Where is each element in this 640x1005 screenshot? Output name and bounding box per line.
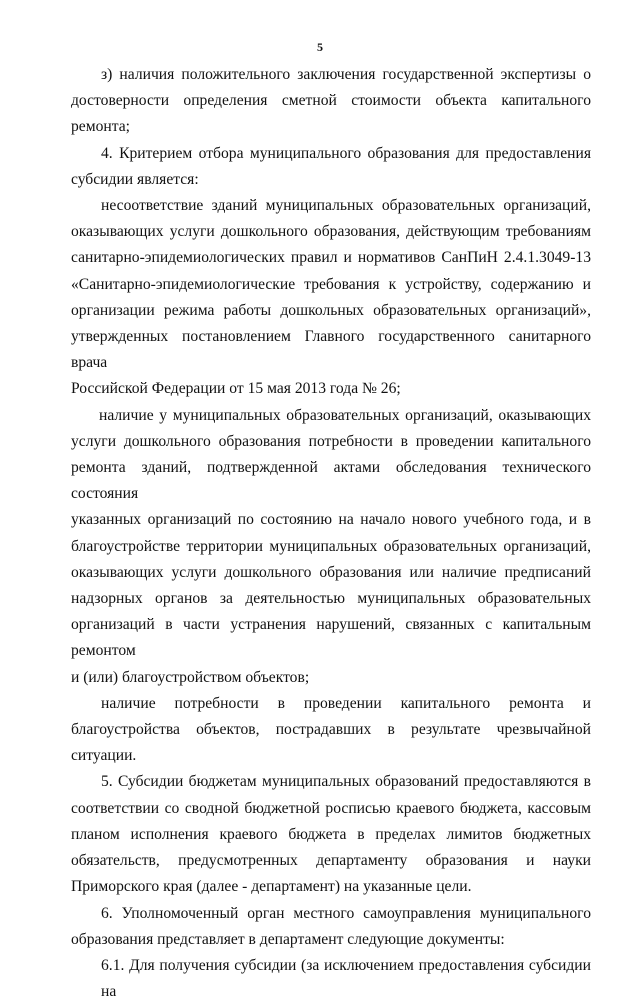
paragraph-clause-6 (71, 901, 591, 953)
paragraph-clause-4 (71, 141, 591, 193)
text-line: санитарно-эпидемиологических правил и нормативов СанПиН 2.4.1.3049-13 (71, 249, 591, 267)
text-line: 6.1. Для получения субсидии (за исключением предоставления субсидии на (101, 956, 591, 1001)
text-line: з) наличия положительного заключения государственной экспертизы о (101, 66, 591, 83)
text-line: Приморского края (далее - департамент) на указанные цели. (71, 878, 472, 896)
text-line: утвержденных постановлением Главного государственного санитарного врача (71, 328, 591, 372)
text-line: организаций в части устранения нарушений, связанных с капитальным ремонтом (71, 616, 591, 660)
text-line: наличие у муниципальных образовательных организаций, оказывающих (99, 406, 591, 424)
text-line: надзорных органов за деятельностью муниципальных образовательных (71, 590, 591, 608)
text-line: благоустройстве территории муниципальных образовательных организаций, (71, 537, 591, 555)
text-line: 4. Критерием отбора муниципального образования для предоставления (101, 144, 591, 162)
text-line: достоверности определения сметной стоимости объекта капитального ремонта; (71, 92, 591, 136)
text-line: и (или) благоустройством объектов; (71, 668, 310, 686)
text-line: указанных организаций по состоянию на начало нового учебного года, и в (71, 511, 591, 529)
paragraph-clause-5 (71, 769, 591, 900)
text-line: Российской Федерации от 15 мая 2013 года № 26; (71, 380, 401, 398)
text-line: организации режима работы дошкольных образовательных организаций», (71, 301, 591, 319)
paragraph-item-z (71, 62, 591, 141)
text-line: оказывающих услуги дошкольного образования, действующим требованиям (71, 223, 591, 241)
text-line: обязательств, предусмотренных департаменту образования и науки (71, 852, 591, 870)
text-line: образования представляет в департамент следующие документы: (71, 930, 505, 948)
text-line: субсидии является: (71, 170, 199, 188)
text-line: наличие потребности в проведении капитального ремонта и (101, 694, 591, 712)
text-line: соответствии со сводной бюджетной росписью краевого бюджета, кассовым (71, 799, 591, 817)
text-line: услуги дошкольного образования потребности в проведении капитального (71, 432, 591, 450)
paragraph-clause-6-1 (71, 953, 591, 1005)
text-line: «Санитарно-эпидемиологические требования к устройству, содержанию и (71, 275, 591, 293)
text-line: 5. Субсидии бюджетам муниципальных образований предоставляются в (101, 773, 591, 791)
text-line: ремонта зданий, подтвержденной актами обследования технического состояния (71, 459, 591, 503)
text-line: благоустройства объектов, пострадавших в результате чрезвычайной ситуации. (71, 721, 591, 765)
text-line: оказывающих услуги дошкольного образования или наличие предписаний (71, 563, 591, 581)
page-number: 5 (317, 40, 323, 54)
paragraph-criterion-repair-need (71, 403, 591, 691)
text-line: 6. Уполномоченный орган местного самоуправления муниципального (101, 904, 591, 922)
paragraph-criterion-noncompliance (71, 193, 591, 403)
document-body (71, 62, 591, 1005)
text-line: планом исполнения краевого бюджета в пределах лимитов бюджетных (71, 825, 591, 843)
paragraph-criterion-emergency (71, 691, 591, 770)
text-line: несоответствие зданий муниципальных образовательных организаций, (101, 197, 591, 215)
